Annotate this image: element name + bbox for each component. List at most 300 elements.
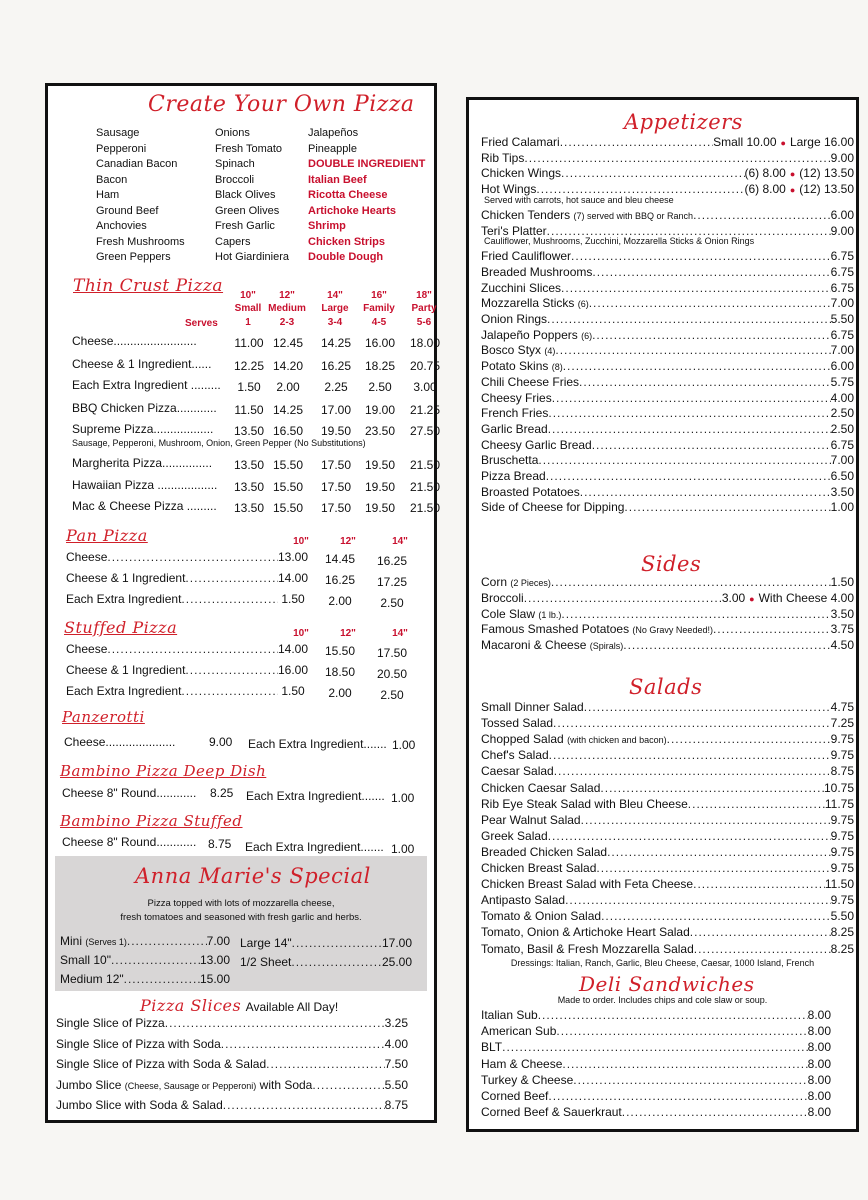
bambino-deep-item: Cheese 8" Round............ [62,786,197,800]
item-price: 2.50 [830,421,854,436]
deli-row [481,1057,831,1071]
slice-suffix: with Soda [259,1077,313,1092]
row-price: 5.50 [384,1077,408,1092]
row-label [481,1089,548,1103]
item-label: Tossed Salad [481,716,554,731]
item-price: 3.50 [830,606,854,621]
size-header-serves: 1 [245,317,251,328]
row-price [831,438,854,452]
appetizers-title: Appetizers [624,110,743,134]
row-label [481,748,549,762]
serves-label: Serves [185,318,218,329]
row-price [831,638,854,652]
slice-label: Jumbo Slice [56,1077,122,1092]
size-header-name: Medium [268,303,306,314]
topping-item: Green Peppers [96,251,171,263]
item-price: 6.75 [830,437,854,452]
deli-row [481,1008,831,1022]
row-label [56,1057,266,1071]
row-price: 3.25 [384,1016,408,1030]
appetizer-row [481,328,854,342]
item-price-2: Large 16.00 [789,135,854,149]
size-label: Mini [60,934,83,948]
thin-row-price: 16.00 [364,336,396,350]
thin-row-price: 16.50 [272,424,304,438]
thin-row-label: BBQ Chicken Pizza............ [72,401,217,415]
row-label [56,1078,312,1092]
thin-row-price: 27.50 [409,424,441,438]
appetizer-row [481,135,854,149]
slice-label: Single Slice of Pizza with Soda [56,1036,221,1051]
topping-item: Ham [96,189,120,201]
item-price: 5.50 [830,909,854,924]
leader-dots [571,249,831,263]
salad-row [481,845,854,859]
salad-row [481,716,854,730]
item-label: Corn [481,575,508,589]
appetizer-row [481,406,854,420]
item-label: Chicken Wings [481,166,562,181]
row-price [808,1040,831,1054]
row-price [745,182,855,196]
row-price [713,135,854,149]
item-label: Cheesy Garlic Bread [481,437,592,452]
item-price: 3.75 [830,622,854,637]
salad-row [481,829,854,843]
item-price: 8.00 [807,1072,831,1087]
item-price: 9.75 [830,844,854,859]
row-price [831,208,854,222]
topping-item-premium: Italian Beef [308,173,367,186]
item-price: 1.00 [830,500,854,515]
appetizer-row [481,422,854,436]
item-label: Greek Salad [481,828,548,843]
item-price: 8.00 [807,1056,831,1071]
leader-dots [553,716,831,730]
row-price: 14.45 [324,552,356,566]
row-price [745,166,855,180]
topping-item: Fresh Tomato [215,142,283,155]
size-header-inch: 14" [327,290,343,301]
sized-row [66,592,278,606]
row-label [481,1105,622,1119]
thin-row-price: 15.50 [272,458,304,472]
leader-dots [565,893,831,907]
row-price: 1.50 [281,592,305,606]
row-price [722,591,854,605]
item-label: Corned Beef [481,1089,549,1103]
row-label [481,469,546,483]
slices-subtitle: Available All Day! [245,1000,339,1014]
bambino-deep-extra-label: Each Extra Ingredient....... [246,789,385,803]
item-note: (with chicken and bacon) [567,735,667,746]
row-price: 14.00 [277,571,309,585]
leader-dots [548,422,831,436]
item-price: 9.75 [830,828,854,843]
thin-row-price: 18.00 [409,336,441,350]
item-price: 9.75 [830,812,854,827]
item-label: Fried Calamari [481,135,560,149]
size-header-inch: 12" [279,290,295,301]
bambino-deep-price: 8.25 [210,786,234,800]
item-label: Cole Slaw [481,606,536,621]
topping-item-premium: DOUBLE INGREDIENT [308,158,426,170]
item-price: 6.75 [830,327,854,342]
item-price: 4.75 [830,700,854,714]
row-label [481,391,552,405]
item-label: Breaded Chicken Salad [481,844,608,859]
item-label: American Sub [481,1024,557,1039]
deli-row [481,1024,831,1038]
appetizer-row [481,265,854,279]
size-header-serves: 4-5 [371,317,387,328]
appetizer-row [481,375,854,389]
size-header-serves: 3-4 [327,317,343,328]
sides-title: Sides [641,552,702,576]
appetizer-row [481,343,854,357]
row-label [60,934,127,948]
thin-row-price: 16.25 [320,359,352,373]
item-subtext: Served with carrots, hot sauce and bleu cheese [484,194,674,205]
item-note: (1 lb.) [538,609,562,620]
leader-dots [596,861,830,875]
thin-row-price: 21.50 [409,458,441,472]
item-label: Pizza Bread [481,469,546,483]
thin-row-price: 2.25 [324,380,348,394]
thin-row-price: 13.50 [233,424,265,438]
slices-title: Pizza Slices [140,996,242,1015]
row-label [481,716,553,730]
item-price: 7.00 [830,453,854,468]
row-label [60,953,111,967]
price-bullet-icon: ● [780,138,786,148]
leader-dots [552,391,831,405]
row-price [831,224,854,238]
row-price: 18.50 [324,665,356,679]
leader-dots [502,1040,808,1054]
leader-dots [548,406,830,420]
row-price [831,909,854,923]
item-price: 6.00 [830,359,854,374]
item-price: 2.50 [830,406,854,421]
thin-row-price: 12.45 [272,336,304,350]
appetizer-row [481,312,854,326]
bambino-stuffed-extra-label: Each Extra Ingredient....... [245,840,384,854]
item-label: Breaded Mushrooms [481,264,593,279]
thin-row-price: 11.50 [234,403,264,417]
pan-pizza-title: Pan Pizza [66,526,148,545]
row-price [831,151,854,165]
side-row [481,591,854,605]
row-price [831,575,854,589]
item-note: (7) served with BBQ or Ranch [573,210,694,221]
topping-item: Pineapple [308,142,357,155]
item-price: 1.50 [830,575,854,589]
row-label [481,893,565,907]
thin-row-price: 18.25 [364,359,396,373]
item-label: Jalapeño Poppers [481,327,578,342]
thin-crust-title: Thin Crust Pizza [73,276,224,296]
bambino-stuffed-title: Bambino Pizza Stuffed [60,812,243,830]
row-price [831,328,854,342]
row-label [481,845,607,859]
size-header-inch: 10" [293,628,309,639]
thin-row-price: 17.50 [320,501,352,515]
anna-size-row [60,934,230,948]
item-label: Bruschetta [481,453,539,468]
item-price-2: (12) 13.50 [799,182,854,197]
item-label: Bosco Styx [481,343,542,358]
salads-title: Salads [629,675,703,699]
thin-row-price: 19.50 [364,458,396,472]
item-price: 6.75 [830,249,854,264]
item-label: French Fries [481,406,549,421]
topping-item-premium: Artichoke Hearts [308,204,397,217]
salad-dressings-note: Dressings: Italian, Ranch, Garlic, Bleu Cheese, Caesar, 1000 Island, French [510,958,815,968]
leader-dots [124,972,200,986]
thin-row-label: Each Extra Ingredient ......... [72,378,221,392]
item-note: (6) [581,330,593,341]
row-price [831,485,854,499]
item-price-2: (12) 13.50 [799,166,854,181]
item-price: 8.00 [807,1105,831,1120]
leader-dots [713,622,831,636]
anna-size-row [60,972,230,986]
deli-row [481,1073,831,1087]
size-header-name: Party [411,303,437,314]
item-subtext: Cauliflower, Mushrooms, Zucchini, Mozzarella Sticks & Onion Rings [484,236,755,247]
salad-row [481,877,854,891]
leader-dots [127,934,207,948]
row-price [808,1057,831,1071]
topping-item: Fresh Garlic [215,220,275,232]
salad-row [481,925,854,939]
anna-marie-desc-1: Pizza topped with lots of mozzarella cheese, [147,898,335,909]
leader-dots [563,359,831,373]
size-header-inch: 14" [392,628,408,639]
appetizer-row [481,281,854,295]
slice-label: Single Slice of Pizza [56,1016,165,1030]
topping-item: Fresh Mushrooms [96,235,185,248]
row-label [481,700,584,714]
leader-dots [561,281,831,295]
leader-dots [165,1016,385,1030]
topping-item: Ground Beef [96,204,159,217]
item-label: Onion Rings [481,312,548,326]
item-price: 8.00 [807,1040,831,1055]
item-price: (6) 8.00 [744,166,786,181]
thin-row-price: 14.20 [272,359,304,373]
sized-row [66,642,278,656]
slice-label: Jumbo Slice with Soda & Salad [56,1098,223,1112]
item-note: (Spirals) [589,641,624,652]
row-price [831,265,854,279]
thin-row-price: 17.50 [320,458,352,472]
leader-dots [538,1008,808,1022]
row-label [481,732,667,746]
leader-dots [524,591,722,605]
appetizer-row [481,485,854,499]
left-menu-panel [45,83,441,1123]
size-header-inch: 10" [293,536,309,547]
row-price: 2.00 [328,686,352,700]
leader-dots [607,845,831,859]
item-label: Pear Walnut Salad [481,812,581,827]
supreme-note: Sausage, Pepperoni, Mushroom, Onion, Green Pepper (No Substitutions) [72,438,366,448]
row-price [831,622,854,636]
row-price: 15.50 [324,644,356,658]
thin-row-label: Cheese......................... [72,334,197,348]
salad-row [481,700,854,714]
item-label: Tomato & Onion Salad [481,909,602,924]
side-row [481,607,854,621]
row-price: 16.25 [324,573,356,587]
leader-dots [538,453,830,467]
item-price: 8.25 [830,941,854,956]
row-label [481,296,589,310]
item-price: (6) 8.00 [744,182,786,197]
row-label [56,1037,221,1051]
row-label [481,135,560,149]
row-label [481,166,561,180]
size-header-name: Large [321,303,349,314]
item-price: 7.00 [830,296,854,311]
bambino-stuffed-item: Cheese 8" Round............ [62,835,197,849]
item-label: Cheese [64,735,106,749]
row-label [56,1098,223,1112]
row-label [481,1008,538,1022]
row-price: 4.00 [384,1036,408,1051]
leader-dots [623,638,830,652]
item-note: (6) [577,299,589,310]
leader-dots [622,1105,808,1119]
row-price [808,1073,831,1087]
thin-row-price: 11.00 [234,336,264,350]
row-price [831,607,854,621]
appetizer-row [481,500,854,514]
row-price [831,700,854,714]
thin-row-price: 21.50 [409,501,441,515]
topping-item-premium: Double Dough [308,251,384,263]
row-price: 2.50 [380,596,404,610]
row-price [831,296,854,310]
row-label [481,375,579,389]
slice-row [56,1098,408,1112]
appetizer-row [481,359,854,373]
row-label [60,972,124,986]
appetizer-row [481,453,854,467]
size-header-inch: 14" [392,536,408,547]
row-price [831,406,854,420]
item-label: Rib Tips [481,150,525,165]
row-price [831,764,854,778]
leader-dots [221,1037,385,1051]
item-label: Ham & Cheese [481,1056,563,1071]
row-label: Cheese & 1 Ingredient [66,663,186,677]
row-label [481,942,694,956]
item-label: Tomato, Onion & Artichoke Heart Salad [481,925,690,940]
size-note: (Serves 1) [85,937,127,947]
item-price: 6.75 [830,280,854,295]
item-price: 11.75 [824,796,854,811]
row-label [481,764,554,778]
topping-item-premium: Shrimp [308,220,346,232]
row-price [831,281,854,295]
item-price: 8.00 [807,1008,831,1022]
topping-item-premium: Chicken Strips [308,235,386,248]
sized-row [66,571,278,585]
row-label [481,877,693,891]
anna-size-row [240,955,412,969]
leader-dots [592,328,831,342]
item-price-2: With Cheese 4.00 [758,590,854,605]
leader-dots [181,684,278,698]
size-header-inch: 12" [340,536,356,547]
leader-dots [624,500,830,514]
leader-dots [547,312,831,326]
row-price [831,375,854,389]
thin-row-label: Supreme Pizza.................. [72,422,214,436]
leader-dots [524,151,830,165]
row-label [481,781,600,795]
leader-dots [694,942,831,956]
leader-dots [548,829,831,843]
sized-row [66,663,278,677]
leader-dots [312,1078,384,1092]
toppings-col-3 [308,126,425,266]
row-price [824,781,854,795]
item-note: (8) [551,362,563,373]
leader-dots [690,925,831,939]
leader-dots [579,375,831,389]
salad-row [481,893,854,907]
sized-row [66,550,278,564]
row-price: 8.75 [384,1098,408,1112]
item-price: 6.50 [830,469,854,483]
row-price [831,359,854,373]
thin-row-price: 19.50 [364,501,396,515]
salad-row [481,909,854,923]
topping-item: Capers [215,235,251,248]
thin-row-price: 14.25 [320,336,352,350]
item-price: 9.75 [830,748,854,763]
slice-note: (Cheese, Sausage or Pepperoni) [124,1080,257,1091]
row-label [481,500,624,514]
item-price: 4.50 [830,638,854,653]
item-price: 9.75 [830,893,854,908]
deli-row [481,1089,831,1103]
thin-row-price: 17.00 [320,403,352,417]
row-price [831,893,854,907]
row-label [56,1016,165,1030]
bambino-stuffed-price: 8.75 [208,837,232,851]
thin-row-price: 13.50 [233,501,265,515]
thin-row-price: 13.50 [233,480,265,494]
item-label: Small Dinner Salad [481,700,584,714]
topping-item: Sausage [96,127,140,139]
salad-row [481,748,854,762]
topping-item: Green Olives [215,204,280,217]
appetizer-row [481,391,854,405]
row-label [481,453,538,467]
leader-dots [562,1057,807,1071]
row-price: 7.00 [206,934,230,948]
leader-dots [592,265,830,279]
item-price: 8.25 [830,925,854,940]
row-price [831,469,854,483]
thin-row-price: 19.50 [364,480,396,494]
anna-size-row [60,953,230,967]
